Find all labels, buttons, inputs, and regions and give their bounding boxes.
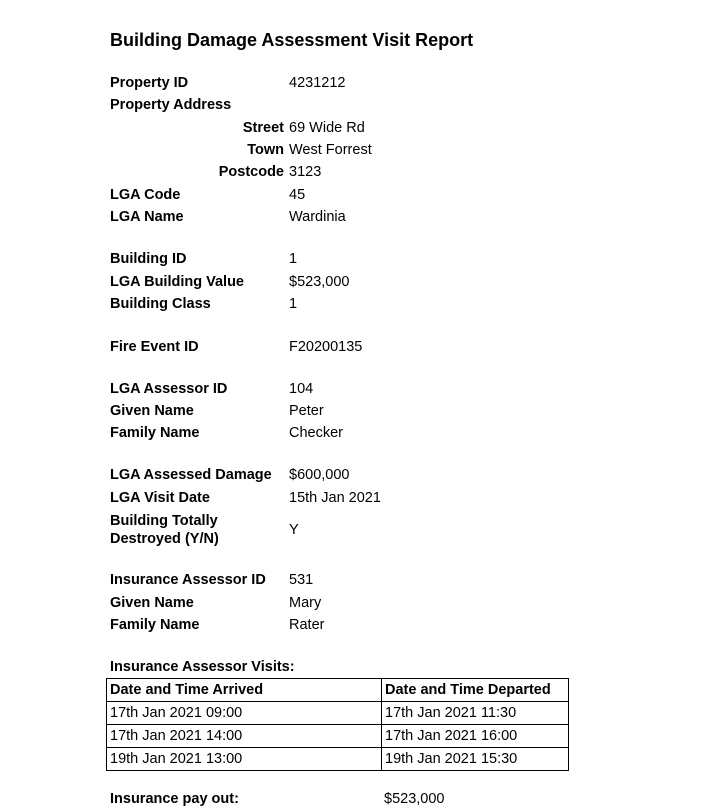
insurance-assessor-given-value: Mary: [289, 595, 322, 611]
insurance-assessor-id-label: Insurance Assessor ID: [110, 572, 266, 588]
lga-visit-date-value: 15th Jan 2021: [289, 490, 381, 506]
table-row: [107, 702, 569, 725]
insurance-assessor-family-value: Rater: [289, 617, 325, 633]
report-title: Building Damage Assessment Visit Report: [110, 30, 474, 50]
fire-event-label: Fire Event ID: [110, 339, 199, 355]
insurance-assessor-given-label: Given Name: [110, 595, 194, 611]
building-id-value: 1: [289, 251, 298, 267]
building-class-value: 1: [289, 296, 298, 312]
lga-assessor-family-value: Checker: [289, 425, 343, 441]
insurance-assessor-id-value: 531: [289, 572, 314, 588]
postcode-value: 3123: [289, 164, 322, 180]
column-header-arrived: Date and Time Arrived: [107, 679, 382, 702]
column-header-departed: Date and Time Departed: [382, 679, 569, 702]
payout-value: $523,000: [384, 791, 445, 807]
property-id-label: Property ID: [110, 75, 189, 91]
lga-visit-date-label: LGA Visit Date: [110, 490, 210, 506]
table-row: [107, 725, 569, 748]
departed-cell: 17th Jan 2021 11:30: [382, 702, 569, 725]
table-header-row: [107, 679, 569, 702]
payout-label: Insurance pay out:: [110, 791, 239, 807]
building-value-label: LGA Building Value: [110, 274, 244, 290]
property-id-value: 4231212: [289, 75, 346, 91]
street-value: 69 Wide Rd: [289, 120, 365, 136]
visits-heading: Insurance Assessor Visits:: [110, 659, 295, 675]
lga-assessor-given-label: Given Name: [110, 403, 194, 419]
street-label: Street: [242, 120, 284, 136]
lga-name-value: Wardinia: [289, 209, 346, 225]
building-id-label: Building ID: [110, 251, 187, 267]
table-row: [107, 748, 569, 771]
visits-table: [106, 678, 569, 771]
lga-assessor-id-value: 104: [289, 381, 314, 397]
postcode-label: Postcode: [218, 164, 284, 180]
arrived-cell: 19th Jan 2021 13:00: [107, 748, 382, 771]
building-value-value: $523,000: [289, 274, 350, 290]
destroyed-label: Building Totally Destroyed (Y/N): [110, 513, 219, 547]
arrived-cell: 17th Jan 2021 09:00: [107, 702, 382, 725]
town-value: West Forrest: [289, 142, 372, 158]
arrived-cell: 17th Jan 2021 14:00: [107, 725, 382, 748]
property-address-label: Property Address: [110, 97, 232, 113]
building-class-label: Building Class: [110, 296, 211, 312]
lga-name-label: LGA Name: [110, 209, 184, 225]
lga-damage-label: LGA Assessed Damage: [110, 467, 272, 483]
fire-event-value: F20200135: [289, 339, 363, 355]
lga-code-label: LGA Code: [110, 187, 181, 203]
lga-assessor-id-label: LGA Assessor ID: [110, 381, 228, 397]
destroyed-value: Y: [289, 522, 299, 538]
lga-assessor-family-label: Family Name: [110, 425, 200, 441]
lga-code-value: 45: [289, 187, 306, 203]
town-label: Town: [247, 142, 284, 158]
lga-assessor-given-value: Peter: [289, 403, 324, 419]
departed-cell: 19th Jan 2021 15:30: [382, 748, 569, 771]
lga-damage-value: $600,000: [289, 467, 350, 483]
departed-cell: 17th Jan 2021 16:00: [382, 725, 569, 748]
insurance-assessor-family-label: Family Name: [110, 617, 200, 633]
